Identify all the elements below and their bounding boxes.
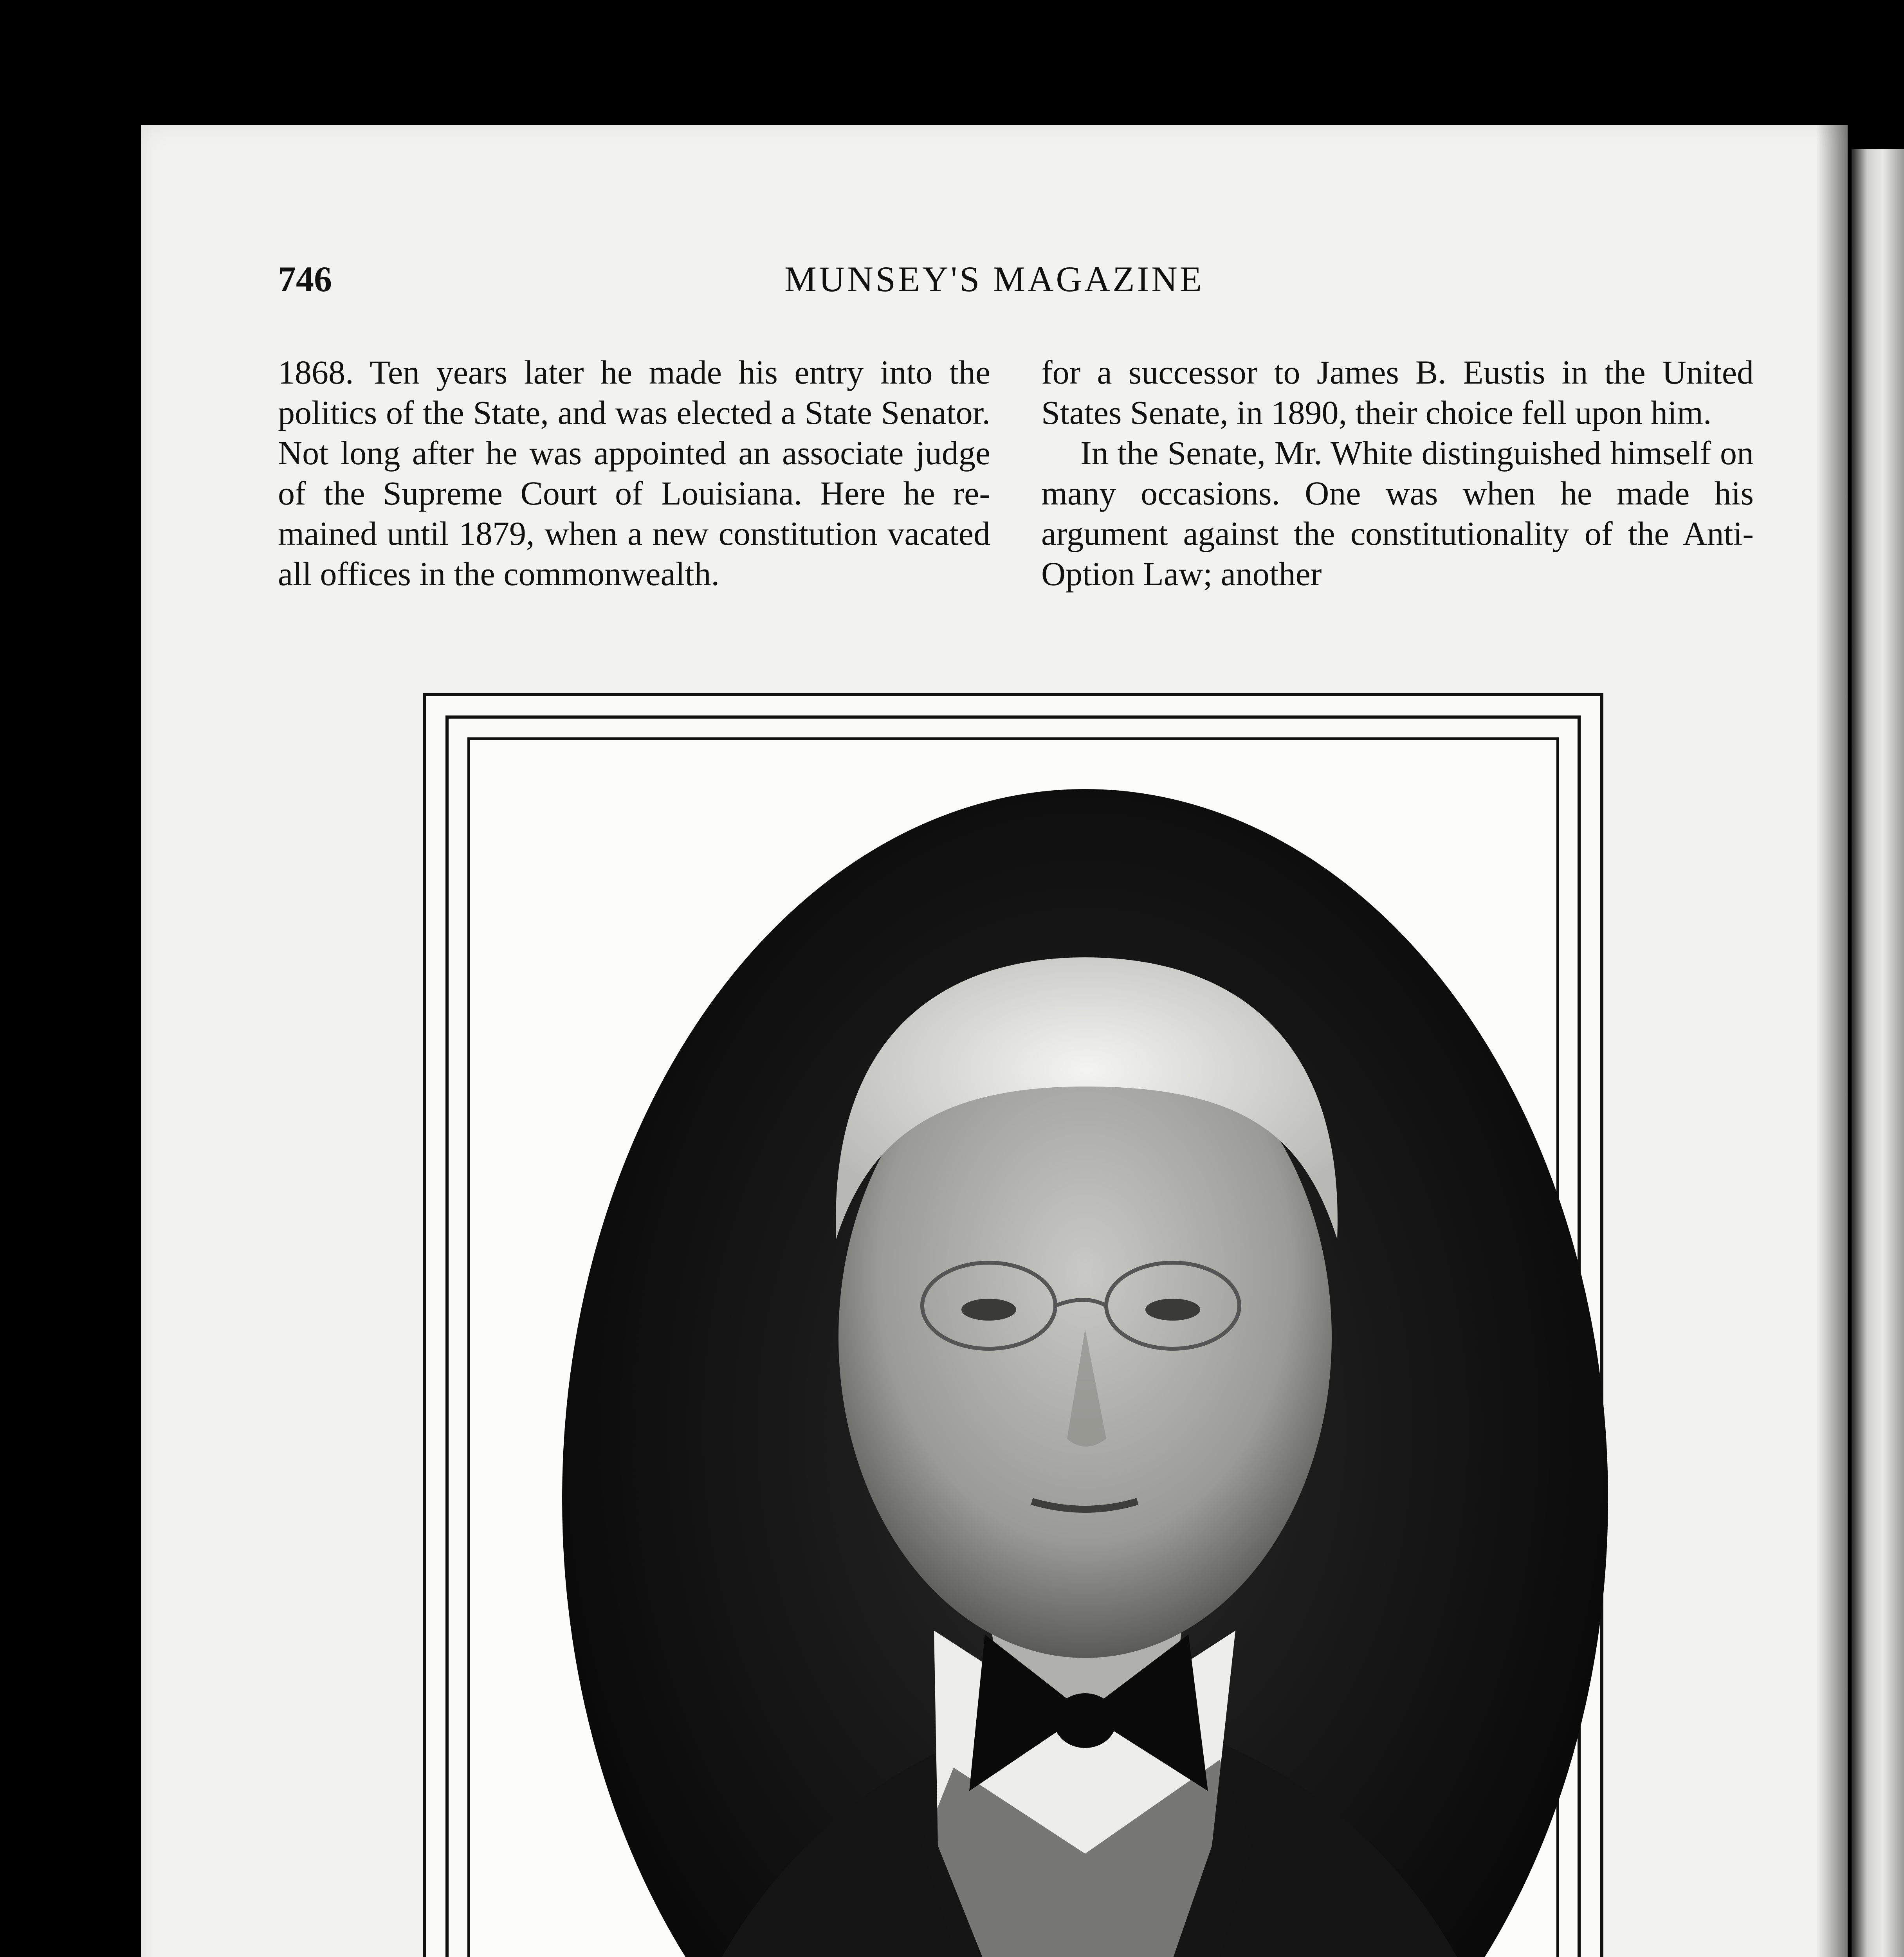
facing-page-edge	[1852, 149, 1904, 1957]
column-top-right	[1041, 352, 1754, 594]
spine-shadow	[1816, 125, 1852, 1957]
paragraph: 1868. Ten years later he made his entry into the politics of the State, and was elected a State Senator. Not long after he was appointed an associate judge of the Supreme Court of Louisiana. Here he remained until 1879, when a new constitution vacated all offices in the commonwealth.	[278, 353, 990, 593]
paragraph: for a successor to James B. Eustis in the United States Senate, in 1890, their choice fell upon him.	[1041, 353, 1754, 431]
column-top-left	[278, 352, 990, 594]
frame-border-middle	[445, 715, 1581, 1957]
frame-border-inner	[467, 737, 1559, 1957]
running-head: MUNSEY'S MAGAZINE	[784, 259, 1204, 299]
page-number: 746	[278, 259, 332, 299]
portrait-frame	[423, 693, 1603, 1957]
paragraph: In the Senate, Mr. White distinguished himself on many occasions. One was when he made his argument against the constitutionality of the Anti-Option Law; another	[1041, 434, 1754, 593]
portrait-photo	[562, 789, 1608, 1957]
